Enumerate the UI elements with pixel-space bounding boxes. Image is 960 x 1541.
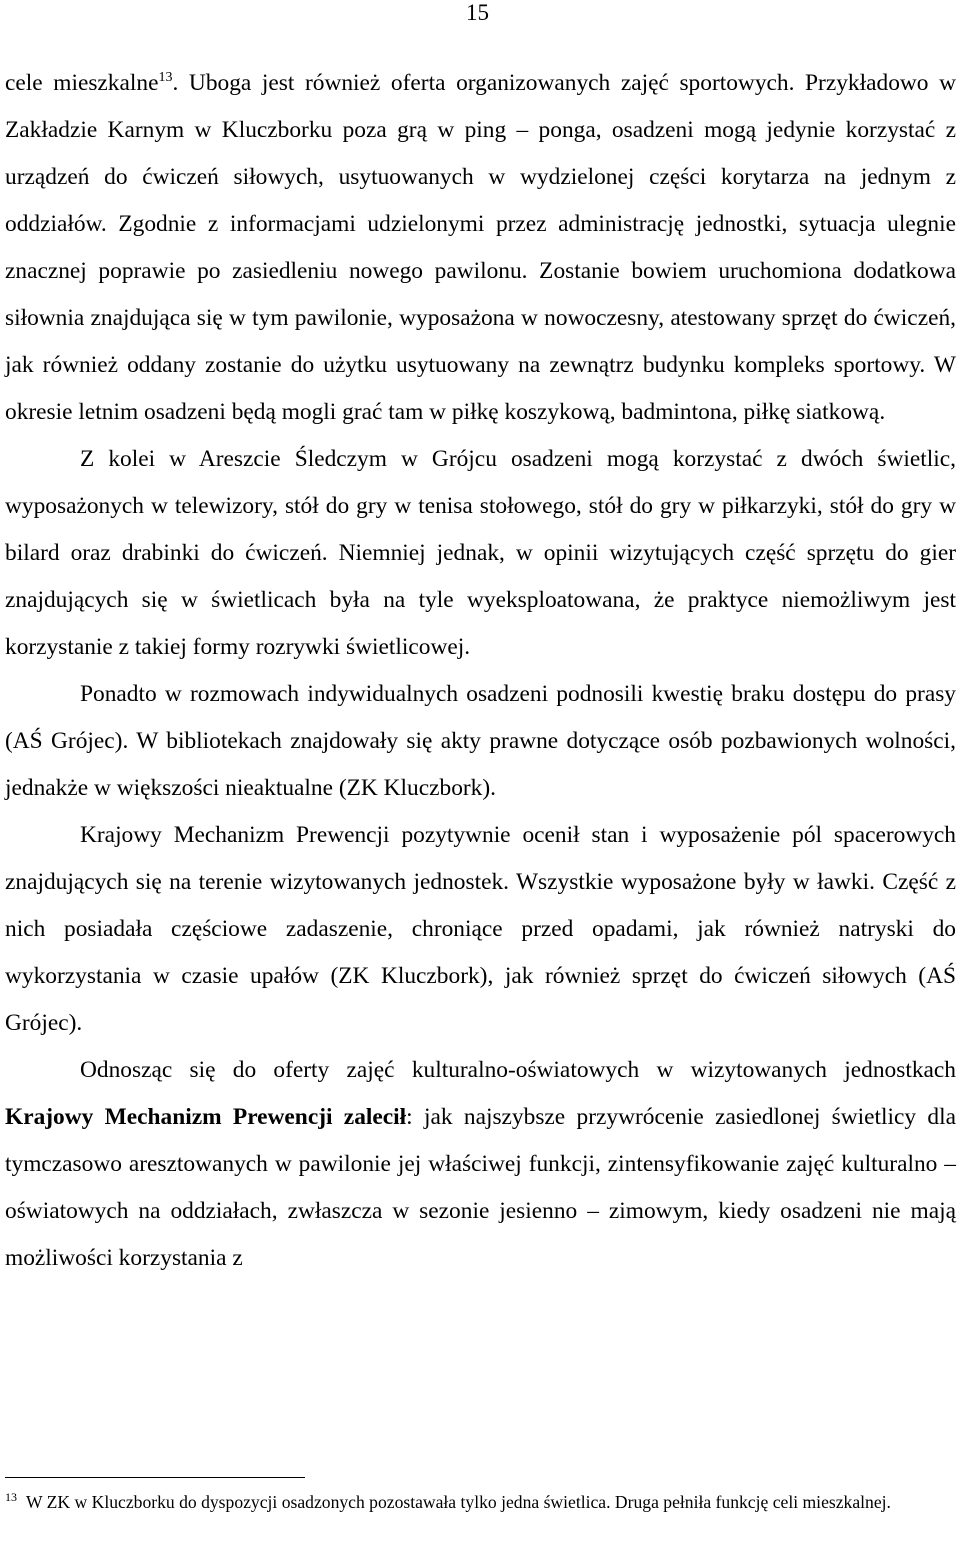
paragraph-2: Z kolei w Areszcie Śledczym w Grójcu osadzeni mogą korzystać z dwóch świetlic, wyposażonych w telewizory, stół do gry w tenisa stołowego, stół do gry w piłkarzyki, stół do gry w bilard oraz drabinki do ćwiczeń. Niemniej jednak, w opinii wizytujących część sprzętu do gier znajdujących się w świetlicach była na tyle wyeksploatowana, że praktyce niemożliwym jest korzystanie z takiej formy rozrywki świetlicowej. (5, 446, 956, 660)
footnote-text: W ZK w Kluczborku do dyspozycji osadzonych pozostawała tylko jedna świetlica. Druga pełniła funkcję celi mieszkalnej. (26, 1492, 891, 1512)
footnote (5, 1490, 956, 1515)
footnote-number: 13 (5, 1490, 17, 1504)
paragraph-1-rest: . Uboga jest również oferta organizowanych zajęć sportowych. Przykładowo w Zakładzie Karnym w Kluczborku poza grą w ping – ponga, osadzeni mogą jedynie korzystać z urządzeń do ćwiczeń siłowych, usytuowanych w wydzielonej części korytarza na jednym z oddziałów. Zgodnie z informacjami udzielonymi przez administrację jednostki, sytuacja ulegnie znacznej poprawie po zasiedleniu nowego pawilonu. Zostanie bowiem uruchomiona dodatkowa siłownia znajdująca się w tym pawilonie, wyposażona w nowoczesny, atestowany sprzęt do ćwiczeń, jak również oddany zostanie do użytku usytuowany na zewnątrz budynku kompleks sportowy. W okresie letnim osadzeni będą mogli grać tam w piłkę koszykową, badmintona, piłkę siatkową. (5, 70, 956, 425)
paragraph-1-start: cele mieszkalne (5, 70, 159, 96)
paragraph-5-rest: : jak najszybsze przywrócenie zasiedlonej świetlicy dla tymczasowo aresztowanych w pawilonie jej właściwej funkcji, zintensyfikowanie zajęć kulturalno – oświatowych na oddziałach, zwłaszcza w sezonie jesienno – zimowym, kiedy osadzeni nie mają możliwości korzystania z (5, 1104, 956, 1271)
footnote-reference[interactable]: 13 (158, 70, 173, 85)
paragraph-3: Ponadto w rozmowach indywidualnych osadzeni podnosili kwestię braku dostępu do prasy (AŚ Grójec). W bibliotekach znajdowały się akty prawne dotyczące osób pozbawionych wolności, jednakże w większości nieaktualne (ZK Kluczbork). (5, 681, 956, 801)
paragraph-1 (5, 60, 956, 436)
paragraph-4: Krajowy Mechanizm Prewencji pozytywnie ocenił stan i wyposażenie pól spacerowych znajdujących się na terenie wizytowanych jednostek. Wszystkie wyposażone były w ławki. Część z nich posiadała częściowe zadaszenie, chroniące przed opadami, jak również natryski do wykorzystania w czasie upałów (ZK Kluczbork), jak również sprzęt do ćwiczeń siłowych (AŚ Grójec). (5, 822, 956, 1036)
paragraph-5 (5, 1047, 956, 1282)
recommendation-heading: Krajowy Mechanizm Prewencji zalecił (5, 1104, 407, 1130)
footnote-separator (5, 1477, 305, 1478)
paragraph-5-start: Odnosząc się do oferty zajęć kulturalno-oświatowych w wizytowanych jednostkach (80, 1057, 956, 1083)
body-text (5, 60, 956, 1282)
page-number: 15 (466, 0, 489, 25)
